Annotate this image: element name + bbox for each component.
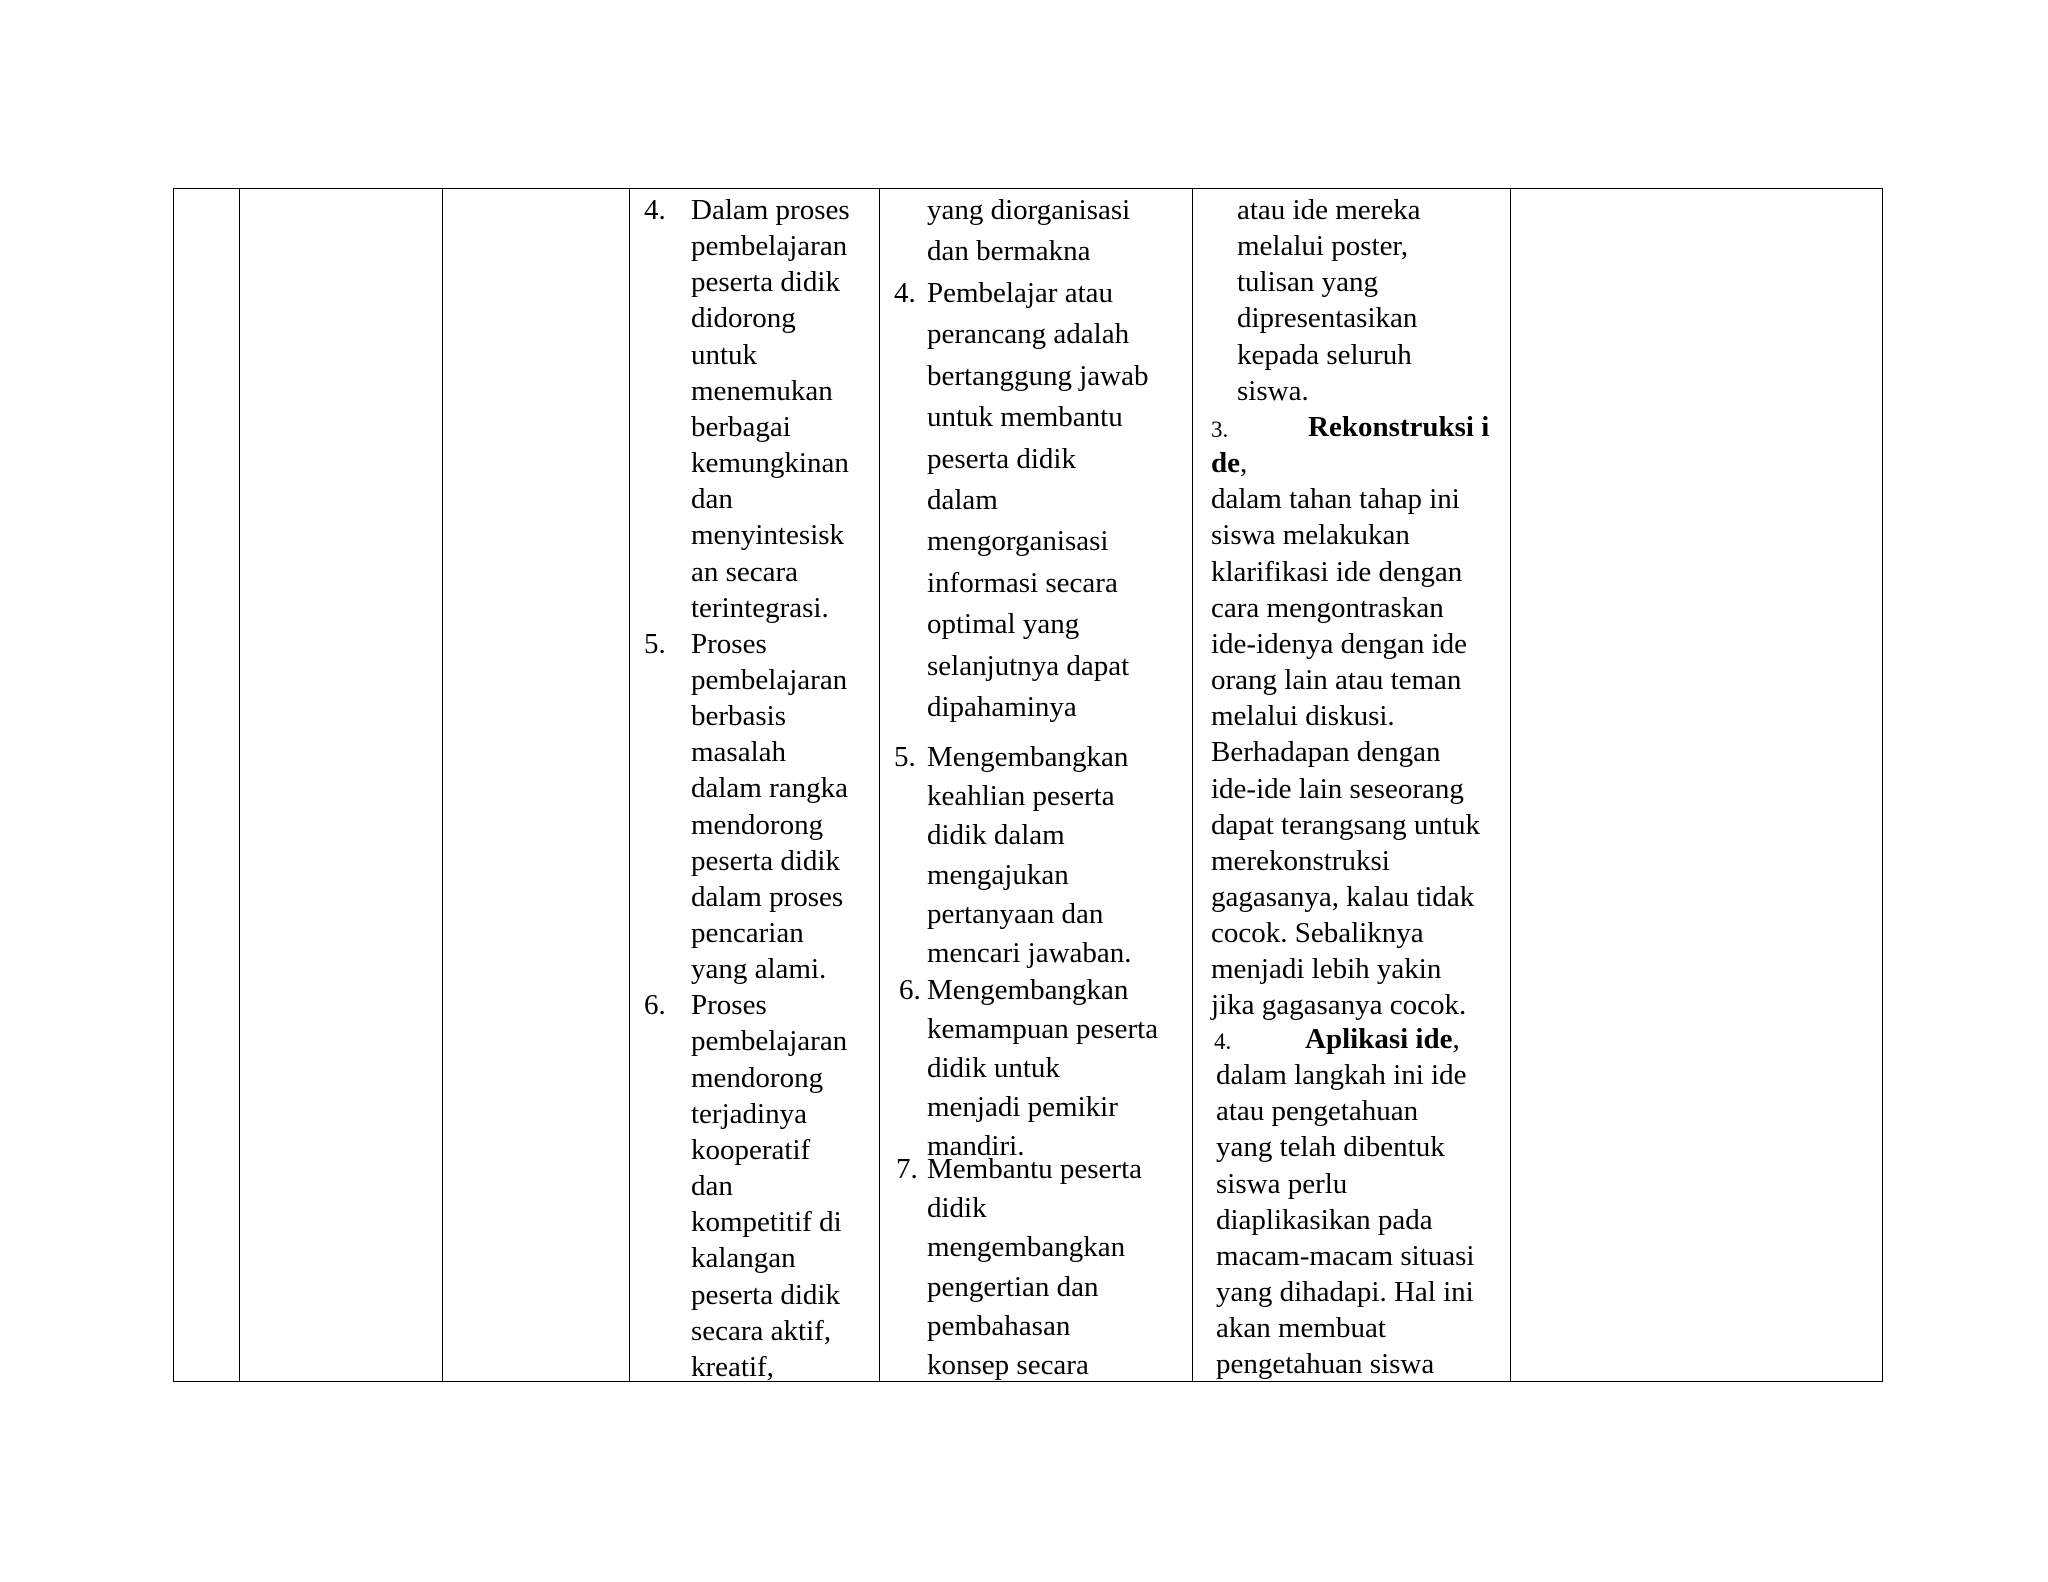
column-divider xyxy=(239,189,240,1381)
intro-line: tulisan yang xyxy=(1237,266,1378,299)
list-item-line: dalam xyxy=(927,484,998,516)
list-item-line: dalam rangka xyxy=(691,772,849,805)
list-item-number: 4. xyxy=(644,194,666,226)
list-item-line: mendorong xyxy=(691,808,824,841)
list-item-line: yang alami. xyxy=(691,953,827,986)
list-item-line: pembelajaran xyxy=(691,230,848,263)
list-item-number: 5. xyxy=(894,741,916,773)
intro-line: dipresentasikan xyxy=(1237,302,1418,335)
list-item-line: menyintesisk xyxy=(691,519,845,552)
step-line: siswa perlu xyxy=(1216,1167,1348,1200)
list-item-line: keahlian peserta xyxy=(927,780,1115,813)
list-item-line: didik xyxy=(927,1192,987,1225)
list-item-line: selanjutnya dapat xyxy=(927,649,1130,682)
step-line: yang dihadapi. Hal ini xyxy=(1216,1276,1474,1309)
list-item-line: dan xyxy=(691,1170,733,1203)
column-divider xyxy=(879,189,880,1381)
intro-line: melalui poster, xyxy=(1237,230,1409,263)
list-item-line: didorong xyxy=(691,302,796,335)
table xyxy=(173,188,1883,1382)
step-title-bold: de xyxy=(1211,447,1240,480)
list-item-line: dan xyxy=(691,483,733,516)
list-item-line: berbagai xyxy=(691,410,791,443)
list-item-line: untuk xyxy=(691,338,758,371)
intro-line: siswa. xyxy=(1237,374,1309,407)
list-item-line: pembahasan xyxy=(927,1309,1071,1342)
step-line: menjadi lebih yakin xyxy=(1211,953,1442,986)
list-item-line: Membantu peserta xyxy=(927,1153,1143,1185)
step-line: macam-macam situasi xyxy=(1216,1239,1475,1272)
list-item-line: Proses xyxy=(691,989,767,1022)
intro-line: atau ide mereka xyxy=(1237,194,1421,226)
intro-line: yang diorganisasi xyxy=(927,194,1131,226)
list-item-line: pencarian xyxy=(691,917,804,949)
list-item-number: 6. xyxy=(899,974,921,1006)
list-item-line: kemungkinan xyxy=(691,447,849,480)
list-item-line: informasi secara xyxy=(927,566,1118,599)
step-line: cara mengontraskan xyxy=(1211,591,1444,624)
step-line: dalam langkah ini ide xyxy=(1216,1059,1467,1092)
list-item-line: secara aktif, xyxy=(691,1314,832,1347)
list-item-line: Mengembangkan xyxy=(927,974,1129,1006)
list-item-line: peserta didik xyxy=(927,442,1076,475)
list-item-line: Dalam proses xyxy=(691,194,850,226)
list-item-line: menemukan xyxy=(691,374,833,407)
intro-line: dan bermakna xyxy=(927,235,1091,267)
step-title-bold: Aplikasi ide xyxy=(1305,1023,1453,1055)
list-item-line: terjadinya xyxy=(691,1097,807,1130)
intro-line: kepada seluruh xyxy=(1237,338,1412,371)
list-item-line: mengembangkan xyxy=(927,1231,1126,1264)
list-item-line: pengertian dan xyxy=(927,1270,1099,1303)
step-line: akan membuat xyxy=(1216,1312,1386,1345)
list-item-line: untuk membantu xyxy=(927,401,1123,434)
step-line: melalui diskusi. xyxy=(1211,700,1395,733)
list-item-line: dalam proses xyxy=(691,880,844,913)
column-divider xyxy=(1510,189,1511,1381)
list-item-line: konsep secara xyxy=(927,1349,1089,1381)
step-line: gagasanya, kalau tidak xyxy=(1211,880,1475,913)
step-line: dapat terangsang untuk xyxy=(1211,808,1480,841)
list-item-line: Mengembangkan xyxy=(927,741,1129,773)
step-line: orang lain atau teman xyxy=(1211,664,1462,697)
list-item-line: masalah xyxy=(691,736,787,769)
list-item-line: mengorganisasi xyxy=(927,525,1109,558)
step-number: 3. xyxy=(1211,417,1229,442)
column-divider xyxy=(442,189,443,1381)
list-item-line: mandiri. xyxy=(927,1130,1025,1162)
list-item-line: menjadi pemikir xyxy=(927,1091,1118,1123)
column-divider xyxy=(629,189,630,1381)
step-line: Berhadapan dengan xyxy=(1211,736,1441,769)
step-line: diaplikasikan pada xyxy=(1216,1203,1433,1236)
list-item-line: Pembelajar atau xyxy=(927,277,1113,309)
list-item-line: perancang adalah xyxy=(927,318,1130,351)
step-title-cont xyxy=(1211,449,1247,478)
list-item-line: optimal yang xyxy=(927,608,1080,641)
list-item-number: 7. xyxy=(896,1153,918,1185)
list-item-line: pertanyaan dan xyxy=(927,897,1104,930)
step-number: 4. xyxy=(1214,1029,1232,1054)
list-item-number: 6. xyxy=(644,989,666,1022)
step-line: ide-idenya dengan ide xyxy=(1211,627,1468,660)
list-item-line: didik dalam xyxy=(927,819,1065,852)
list-item-line: Proses xyxy=(691,627,767,660)
list-item-line: kreatif, xyxy=(691,1350,774,1383)
list-item-line: an secara xyxy=(691,555,799,588)
step-line: atau pengetahuan xyxy=(1216,1095,1419,1128)
list-item-line: peserta didik xyxy=(691,844,840,877)
step-title xyxy=(1305,1025,1460,1054)
step-line: klarifikasi ide dengan xyxy=(1211,555,1463,588)
list-item-line: berbasis xyxy=(691,700,787,733)
list-item-line: dipahaminya xyxy=(927,691,1077,723)
step-line: yang telah dibentuk xyxy=(1216,1131,1445,1164)
list-item-line: kalangan xyxy=(691,1242,796,1275)
list-item-line: peserta didik xyxy=(691,1278,840,1311)
list-item-line: kompetitif di xyxy=(691,1206,842,1239)
list-item-line: bertanggung jawab xyxy=(927,359,1149,392)
column-divider xyxy=(1192,189,1193,1381)
list-item-line: pembelajaran xyxy=(691,663,848,696)
list-item-line: pembelajaran xyxy=(691,1025,848,1058)
list-item-line: mencari jawaban. xyxy=(927,937,1132,969)
step-line: pengetahuan siswa xyxy=(1216,1348,1435,1381)
list-item-line: mengajukan xyxy=(927,858,1069,891)
list-item-line: didik untuk xyxy=(927,1052,1060,1084)
step-line: cocok. Sebaliknya xyxy=(1211,917,1424,950)
list-item-line: kooperatif xyxy=(691,1133,811,1166)
step-line: merekonstruksi xyxy=(1211,844,1390,877)
list-item-line: mendorong xyxy=(691,1061,824,1094)
step-line: jika gagasanya cocok. xyxy=(1211,989,1467,1022)
list-item-number: 5. xyxy=(644,627,666,660)
comma: , xyxy=(1240,447,1248,480)
step-line: ide-ide lain seseorang xyxy=(1211,772,1464,805)
list-item-line: kemampuan peserta xyxy=(927,1013,1159,1045)
comma: , xyxy=(1452,1023,1460,1055)
list-item-line: terintegrasi. xyxy=(691,591,829,624)
list-item-line: peserta didik xyxy=(691,266,840,299)
step-line: dalam tahan tahap ini xyxy=(1211,483,1460,516)
list-item-number: 4. xyxy=(894,277,916,309)
step-title: Rekonstruksi i xyxy=(1308,411,1490,443)
step-line: siswa melakukan xyxy=(1211,519,1410,552)
